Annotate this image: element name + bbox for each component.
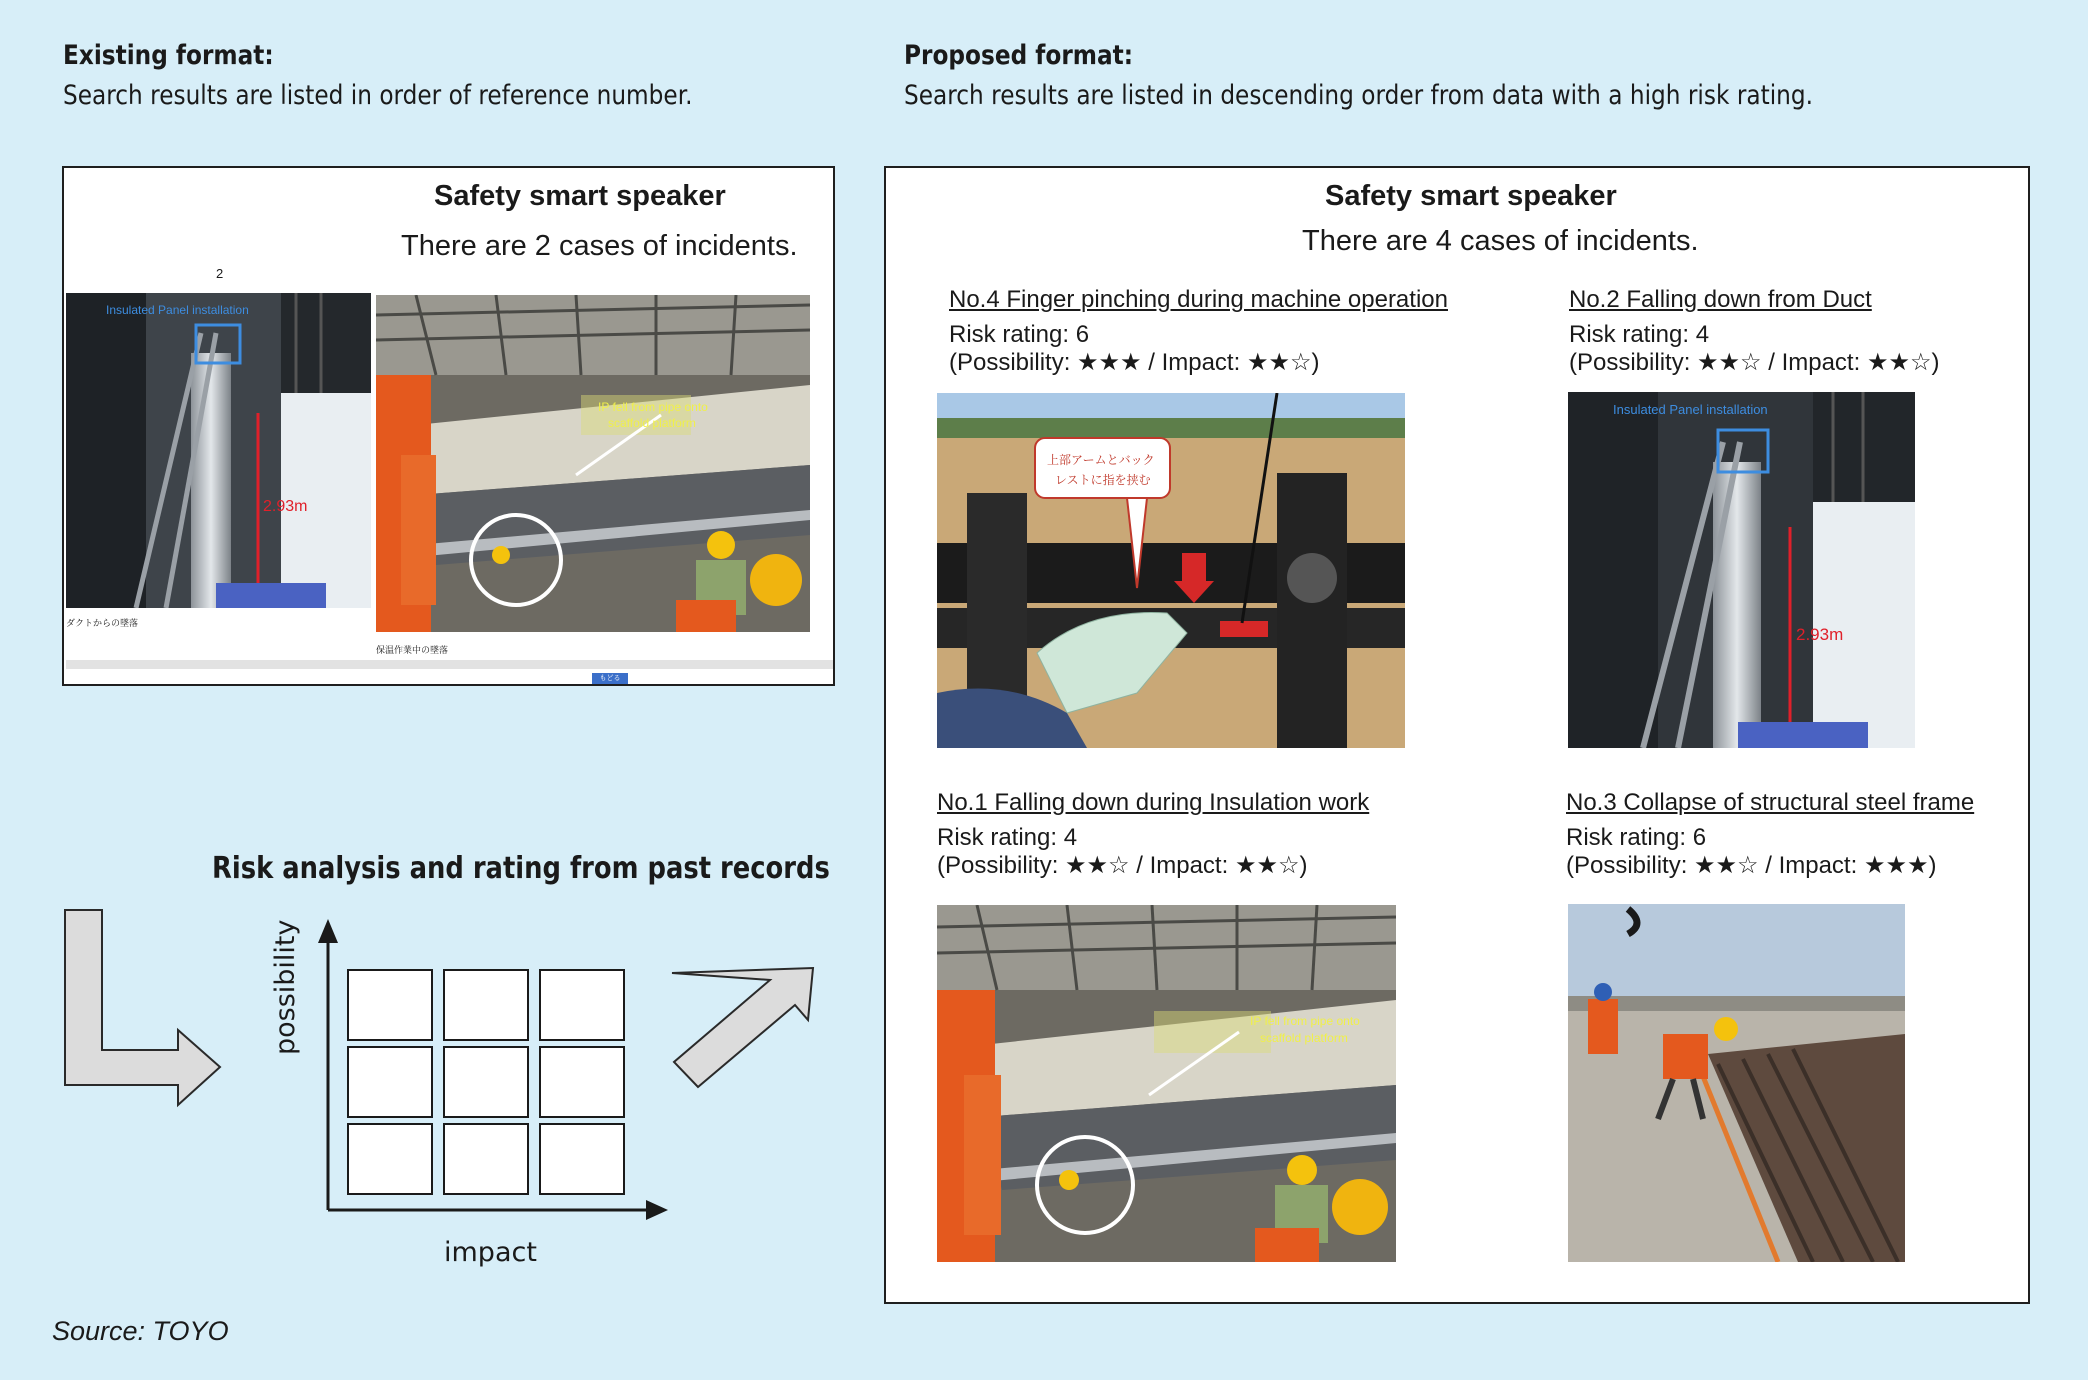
existing-format-description: Search results are listed in order of reference number. xyxy=(63,80,693,111)
proposed-panel-subtitle: There are 4 cases of incidents. xyxy=(1302,225,1699,257)
risk-analysis-title: Risk analysis and rating from past records xyxy=(212,851,830,886)
duct-photo-label: Insulated Panel installation xyxy=(106,303,249,317)
existing-format-heading: Existing format: xyxy=(63,40,274,71)
source-note: Source: TOYO xyxy=(52,1316,229,1346)
page-number: 2 xyxy=(216,266,224,281)
duct-caption: ダクトからの墜落 xyxy=(66,618,139,628)
case-no4-detail: (Possibility: ★★★ / Impact: ★★☆) xyxy=(949,349,1320,376)
proposed-format-description: Search results are listed in descending order from data with a high risk rating. xyxy=(904,80,1813,111)
case-no2-photo xyxy=(1568,392,1915,748)
case-no4-photo xyxy=(937,393,1405,748)
case-no1-risk: Risk rating: 4 xyxy=(937,824,1078,851)
x-axis-arrowhead xyxy=(646,1200,668,1220)
flow-diagonal-arrow xyxy=(672,968,813,1087)
case-no4-title[interactable]: No.4 Finger pinching during machine operation xyxy=(949,286,1448,313)
case-no1-photo-label-1: IP fell from pipe onto xyxy=(1250,1014,1360,1028)
risk-cell xyxy=(540,1124,624,1194)
proposed-speaker-panel xyxy=(884,166,2030,1304)
case-no3-title[interactable]: No.3 Collapse of structural steel frame xyxy=(1566,789,1975,816)
case-no4-photo-label-2: レストに指を挟む xyxy=(1055,473,1151,487)
case-no1-detail: (Possibility: ★★☆ / Impact: ★★☆) xyxy=(937,852,1308,879)
existing-photo-duct xyxy=(66,293,371,608)
risk-cell xyxy=(444,1124,528,1194)
risk-cell xyxy=(348,970,432,1040)
flow-l-arrow xyxy=(65,910,220,1105)
proposed-format-heading: Proposed format: xyxy=(904,40,1134,71)
case-no2-risk: Risk rating: 4 xyxy=(1569,321,1710,348)
case-no2-title[interactable]: No.2 Falling down from Duct xyxy=(1569,286,1872,313)
existing-panel-title: Safety smart speaker xyxy=(434,180,726,212)
case-no2-photo-label-2: 2.93m xyxy=(1796,625,1844,644)
risk-analysis-diagram xyxy=(60,905,840,1265)
risk-cell xyxy=(444,970,528,1040)
case-no1-photo-label-2: scaffold platform xyxy=(1260,1031,1348,1045)
pipe-caption: 保温作業中の墜落 xyxy=(376,645,449,655)
risk-cell xyxy=(540,1047,624,1117)
impact-axis-label: impact xyxy=(444,1237,537,1268)
risk-matrix-grid xyxy=(348,970,624,1194)
pipe-photo-label-2: scaffold platform xyxy=(608,416,696,430)
proposed-panel-title: Safety smart speaker xyxy=(1325,180,1617,212)
case-no3-detail: (Possibility: ★★☆ / Impact: ★★★) xyxy=(1566,852,1937,879)
case-no2-photo-label-1: Insulated Panel installation xyxy=(1613,402,1768,417)
pipe-photo-label-1: IP fell from pipe onto xyxy=(598,400,708,414)
risk-cell xyxy=(348,1124,432,1194)
duct-height-label: 2.93m xyxy=(263,498,308,515)
horizontal-scrollbar[interactable] xyxy=(66,660,833,669)
case-no2-detail: (Possibility: ★★☆ / Impact: ★★☆) xyxy=(1569,349,1940,376)
case-no4-photo-label-1: 上部アームとバック xyxy=(1047,453,1155,467)
existing-speaker-panel xyxy=(62,166,835,686)
possibility-axis-label: possibility xyxy=(270,919,301,1055)
case-no3-risk: Risk rating: 6 xyxy=(1566,824,1707,851)
case-no1-title[interactable]: No.1 Falling down during Insulation work xyxy=(937,789,1370,816)
case-no1-photo xyxy=(937,905,1396,1262)
risk-cell xyxy=(444,1047,528,1117)
case-no3-photo xyxy=(1568,904,1905,1262)
risk-cell xyxy=(540,970,624,1040)
existing-panel-subtitle: There are 2 cases of incidents. xyxy=(401,230,798,262)
existing-photo-pipe xyxy=(376,295,810,632)
y-axis-arrowhead xyxy=(318,919,338,943)
case-no4-risk: Risk rating: 6 xyxy=(949,321,1090,348)
risk-cell xyxy=(348,1047,432,1117)
back-button[interactable]: もどる xyxy=(592,673,628,684)
